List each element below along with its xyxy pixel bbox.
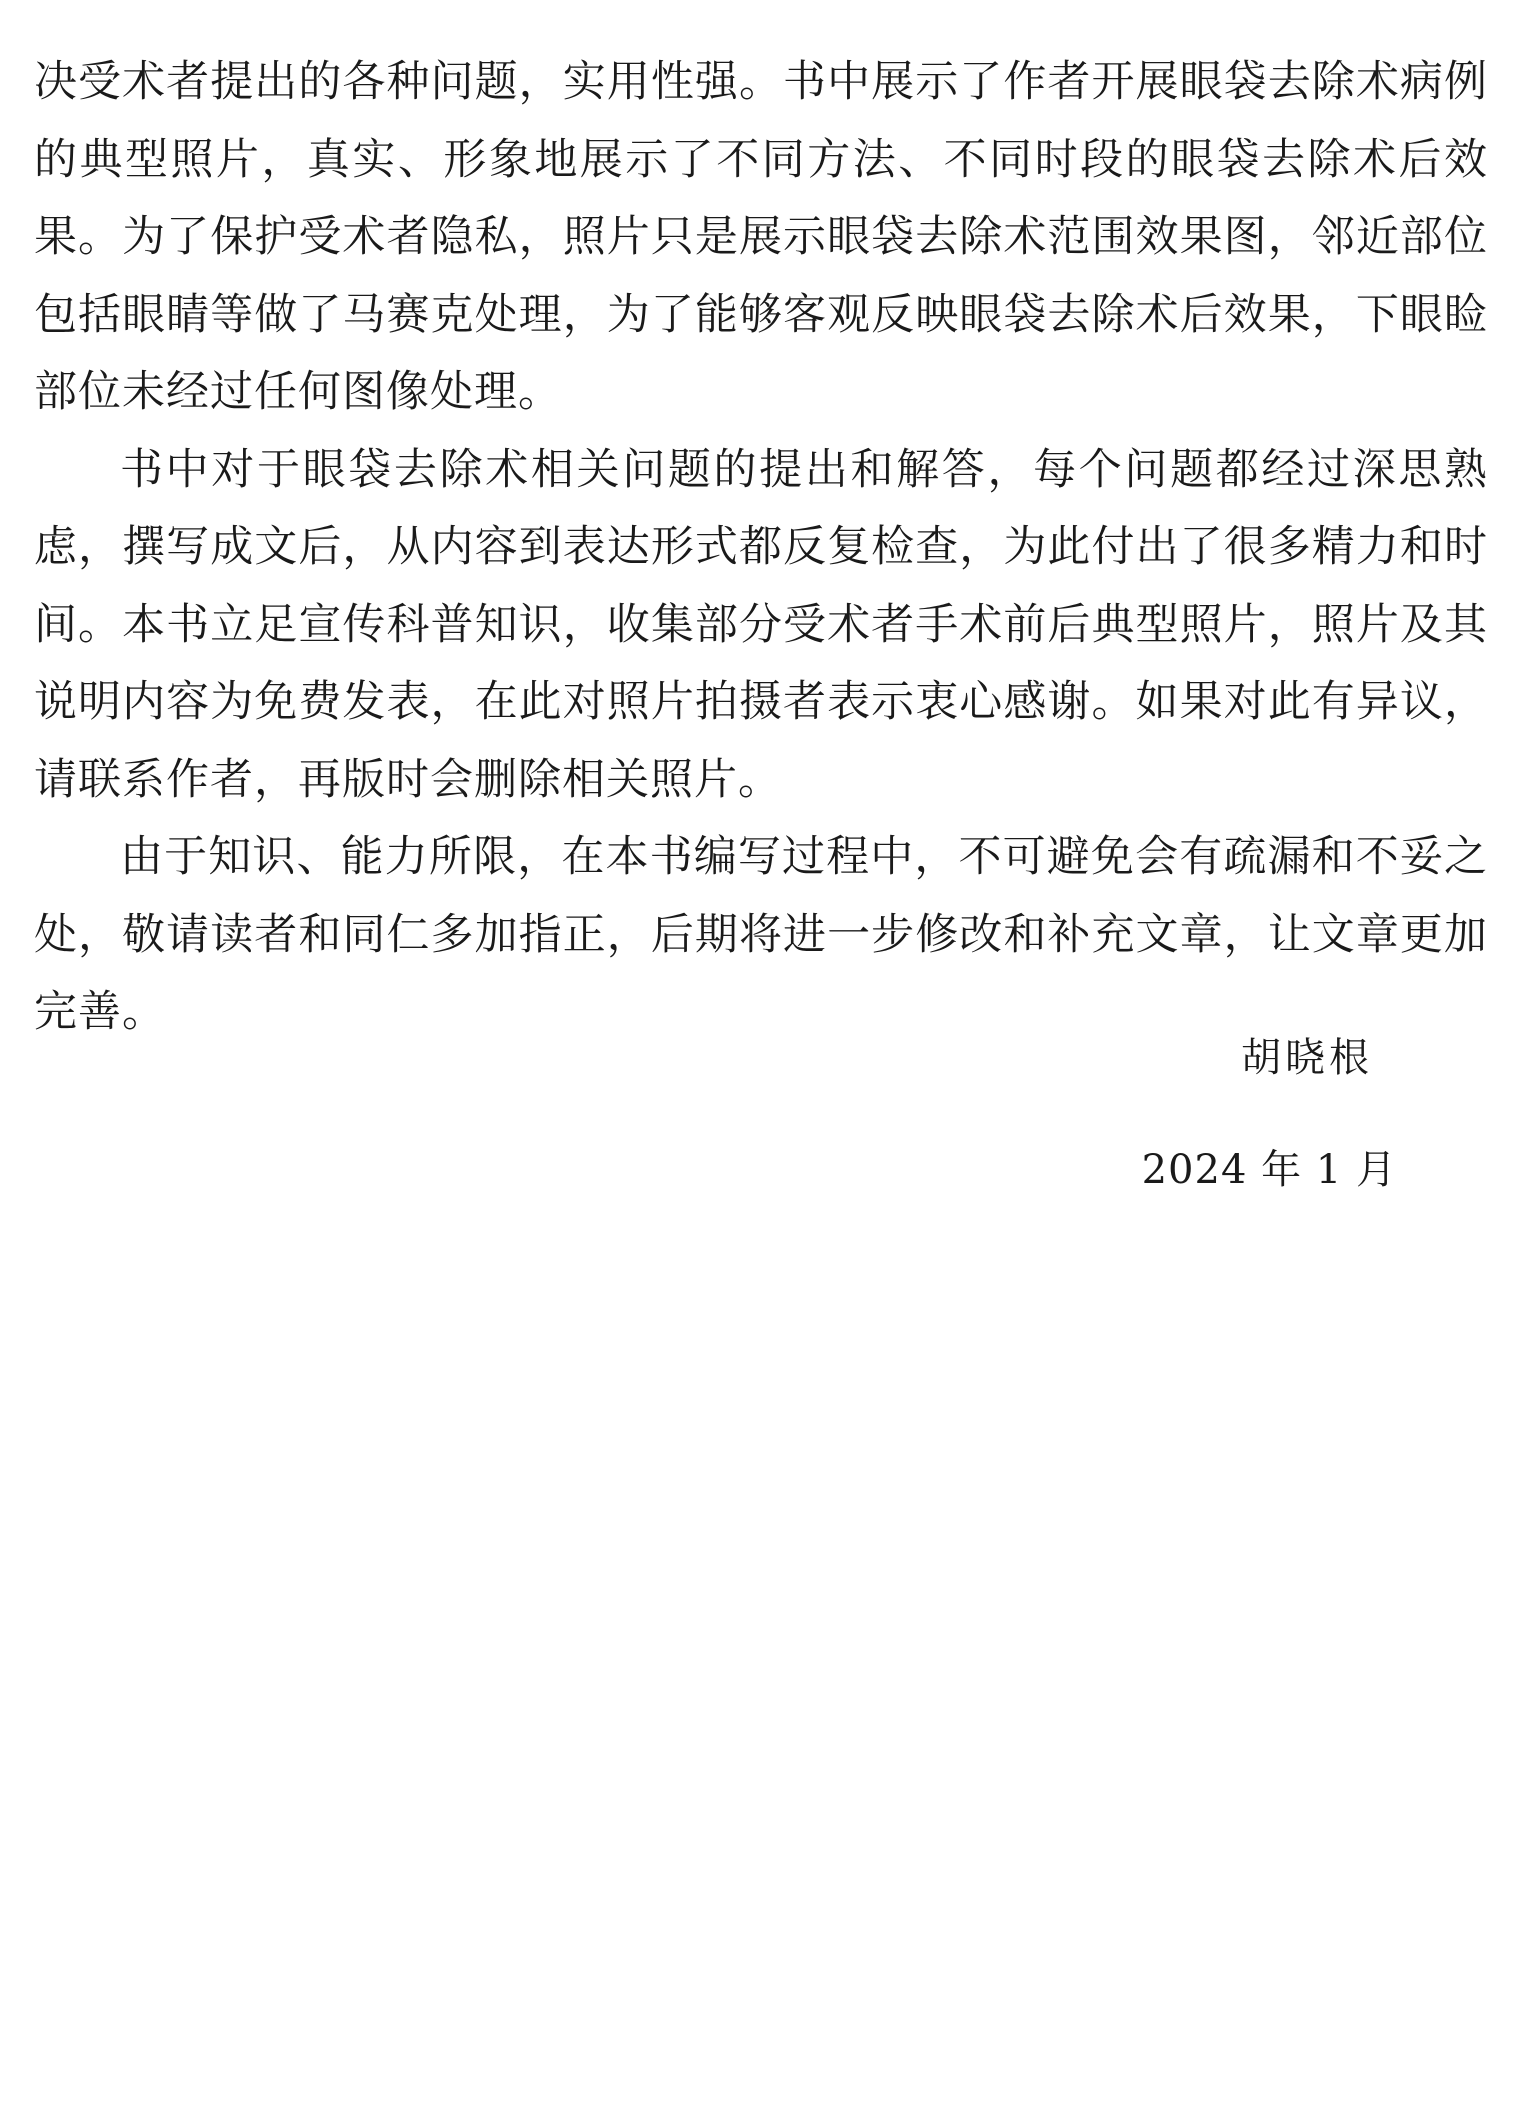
paragraph: 书中对于眼袋去除术相关问题的提出和解答，每个问题都经过深思熟虑，撰写成文后，从内容到表达形式都反复检查，为此付出了很多精力和时间。本书立足宣传科普知识，收集部分受术者手术前后典型照片，照片及其说明内容为免费发表，在此对照片拍摄者表示衷心感谢。如果对此有异议，请联系作者，再版时会删除相关照片。 bbox=[34, 444, 1488, 805]
paragraph: 由于知识、能力所限，在本书编写过程中，不可避免会有疏漏和不妥之处，敬请读者和同仁多加指正，后期将进一步修改和补充文章，让文章更加完善。 bbox=[34, 832, 1488, 1037]
author-name: 胡晓根 bbox=[1241, 1035, 1373, 1081]
signature-date: 2024 年 1 月 bbox=[1141, 1147, 1397, 1193]
body-text bbox=[34, 44, 1488, 1052]
signature-block bbox=[1142, 1028, 1397, 1200]
paragraph-continued: 决受术者提出的各种问题，实用性强。书中展示了作者开展眼袋去除术病例的典型照片，真实、形象地展示了不同方法、不同时段的眼袋去除术后效果。为了保护受术者隐私，照片只是展示眼袋去除术范围效果图，邻近部位包括眼睛等做了马赛克处理，为了能够客观反映眼袋去除术后效果，下眼睑部位未经过任何图像处理。 bbox=[34, 57, 1488, 417]
